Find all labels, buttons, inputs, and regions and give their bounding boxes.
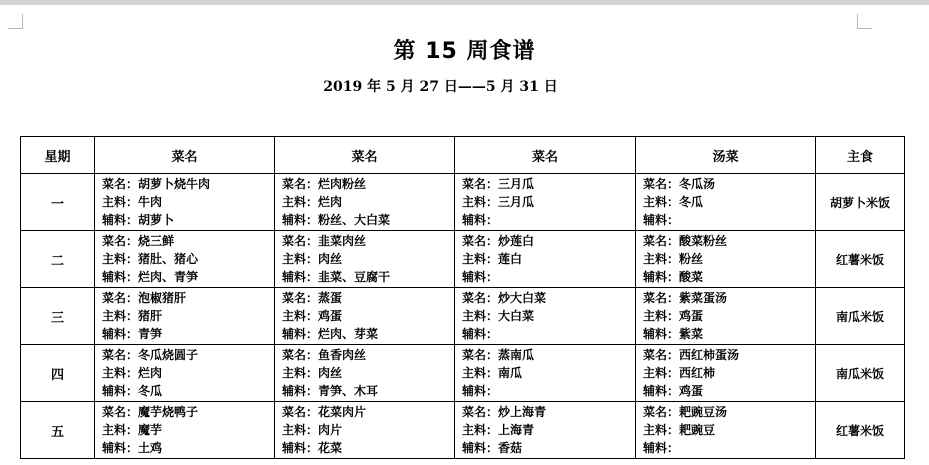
dish-cell [455,402,636,459]
side-ingredient: 辅料：胡萝卜 [102,213,175,227]
soup-cell [636,345,816,402]
side-ingredient: 辅料：花菜 [282,441,343,455]
side-ingredient: 辅料： [462,213,499,227]
day-cell: 二 [21,231,95,288]
staple-cell: 红薯米饭 [816,402,905,459]
main-ingredient: 主料：牛肉 [102,195,163,209]
main-ingredient: 主料：烂肉 [282,195,343,209]
side-ingredient: 辅料：韭菜、豆腐干 [282,270,391,284]
main-ingredient: 主料：三月瓜 [462,195,535,209]
side-ingredient: 辅料：紫菜 [643,327,704,341]
main-ingredient: 主料：耙豌豆 [643,423,716,437]
date-range: 2019 年 5 月 27 日——5 月 31 日 [323,79,558,95]
side-ingredient: 辅料： [462,327,499,341]
staple-cell: 南瓜米饭 [816,345,905,402]
dish-cell [275,174,455,231]
main-ingredient: 主料：肉丝 [282,366,343,380]
dish-name: 菜名：胡萝卜烧牛肉 [102,177,211,191]
dish-cell [455,288,636,345]
soup-cell [636,231,816,288]
soup-cell [636,174,816,231]
dish-name: 菜名：韭菜肉丝 [282,234,367,248]
side-ingredient: 辅料：烂肉、芽菜 [282,327,379,341]
day-cell: 三 [21,288,95,345]
header-dish-2: 菜名 [275,137,455,174]
side-ingredient: 辅料：土鸡 [102,441,163,455]
dish-name: 菜名：炒上海青 [462,405,547,419]
main-ingredient: 主料：鸡蛋 [282,309,343,323]
main-ingredient: 主料：上海青 [462,423,535,437]
dish-cell [95,288,275,345]
staple-cell: 南瓜米饭 [816,288,905,345]
day-cell: 一 [21,174,95,231]
side-ingredient: 辅料： [462,270,499,284]
dish-name: 菜名：魔芋烧鸭子 [102,405,199,419]
table-row [21,345,905,402]
dish-name: 菜名：花菜肉片 [282,405,367,419]
header-dish-3: 菜名 [455,137,636,174]
header-row [21,137,905,174]
dish-cell [455,345,636,402]
side-ingredient: 辅料：烂肉、青笋 [102,270,199,284]
main-ingredient: 主料：西红柿 [643,366,716,380]
main-ingredient: 主料：冬瓜 [643,195,704,209]
main-ingredient: 主料：粉丝 [643,252,704,266]
dish-name: 菜名：冬瓜汤 [643,177,716,191]
main-ingredient: 主料：南瓜 [462,366,523,380]
header-day: 星期 [21,137,95,174]
dish-name: 菜名：三月瓜 [462,177,535,191]
table-row [21,174,905,231]
soup-cell [636,402,816,459]
side-ingredient: 辅料：青笋、木耳 [282,384,379,398]
table-row [21,231,905,288]
day-cell: 五 [21,402,95,459]
page-title: 第 15 周食谱 [393,39,536,64]
dish-name: 菜名：蒸蛋 [282,291,343,305]
dish-name: 菜名：冬瓜烧圆子 [102,348,199,362]
dish-cell [455,231,636,288]
main-ingredient: 主料：猪肚、猪心 [102,252,199,266]
soup-cell [636,288,816,345]
dish-cell [95,402,275,459]
main-ingredient: 主料：莲白 [462,252,523,266]
dish-cell [455,174,636,231]
dish-cell [95,345,275,402]
table-row [21,288,905,345]
day-cell: 四 [21,345,95,402]
dish-name: 菜名：鱼香肉丝 [282,348,367,362]
staple-cell: 胡萝卜米饭 [816,174,905,231]
main-ingredient: 主料：猪肝 [102,309,163,323]
header-soup: 汤菜 [636,137,816,174]
main-ingredient: 主料：烂肉 [102,366,163,380]
header-staple: 主食 [816,137,905,174]
main-ingredient: 主料：魔芋 [102,423,163,437]
side-ingredient: 辅料： [643,441,680,455]
dish-cell [275,288,455,345]
dish-name: 菜名：蒸南瓜 [462,348,535,362]
window-top-bar [0,0,929,5]
dish-name: 菜名：西红柿蛋汤 [643,348,740,362]
table-row [21,402,905,459]
header-dish-1: 菜名 [95,137,275,174]
main-ingredient: 主料：肉片 [282,423,343,437]
dish-name: 菜名：烂肉粉丝 [282,177,367,191]
dish-cell [95,174,275,231]
main-ingredient: 主料：肉丝 [282,252,343,266]
main-ingredient: 主料：大白菜 [462,309,535,323]
dish-cell [275,345,455,402]
dish-name: 菜名：耙豌豆汤 [643,405,728,419]
side-ingredient: 辅料：青笋 [102,327,163,341]
side-ingredient: 辅料：酸菜 [643,270,704,284]
menu-table [20,136,905,459]
dish-name: 菜名：烧三鲜 [102,234,175,248]
dish-name: 菜名：炒大白菜 [462,291,547,305]
dish-name: 菜名：酸菜粉丝 [643,234,728,248]
crop-mark-top-left [8,14,23,29]
dish-name: 菜名：炒莲白 [462,234,535,248]
side-ingredient: 辅料：冬瓜 [102,384,163,398]
staple-cell: 红薯米饭 [816,231,905,288]
dish-cell [95,231,275,288]
dish-cell [275,402,455,459]
dish-cell [275,231,455,288]
dish-name: 菜名：泡椒猪肝 [102,291,187,305]
crop-mark-top-right [857,14,872,29]
side-ingredient: 辅料：粉丝、大白菜 [282,213,391,227]
side-ingredient: 辅料： [462,384,499,398]
main-ingredient: 主料：鸡蛋 [643,309,704,323]
side-ingredient: 辅料：香菇 [462,441,523,455]
side-ingredient: 辅料：鸡蛋 [643,384,704,398]
side-ingredient: 辅料： [643,213,680,227]
dish-name: 菜名：紫菜蛋汤 [643,291,728,305]
